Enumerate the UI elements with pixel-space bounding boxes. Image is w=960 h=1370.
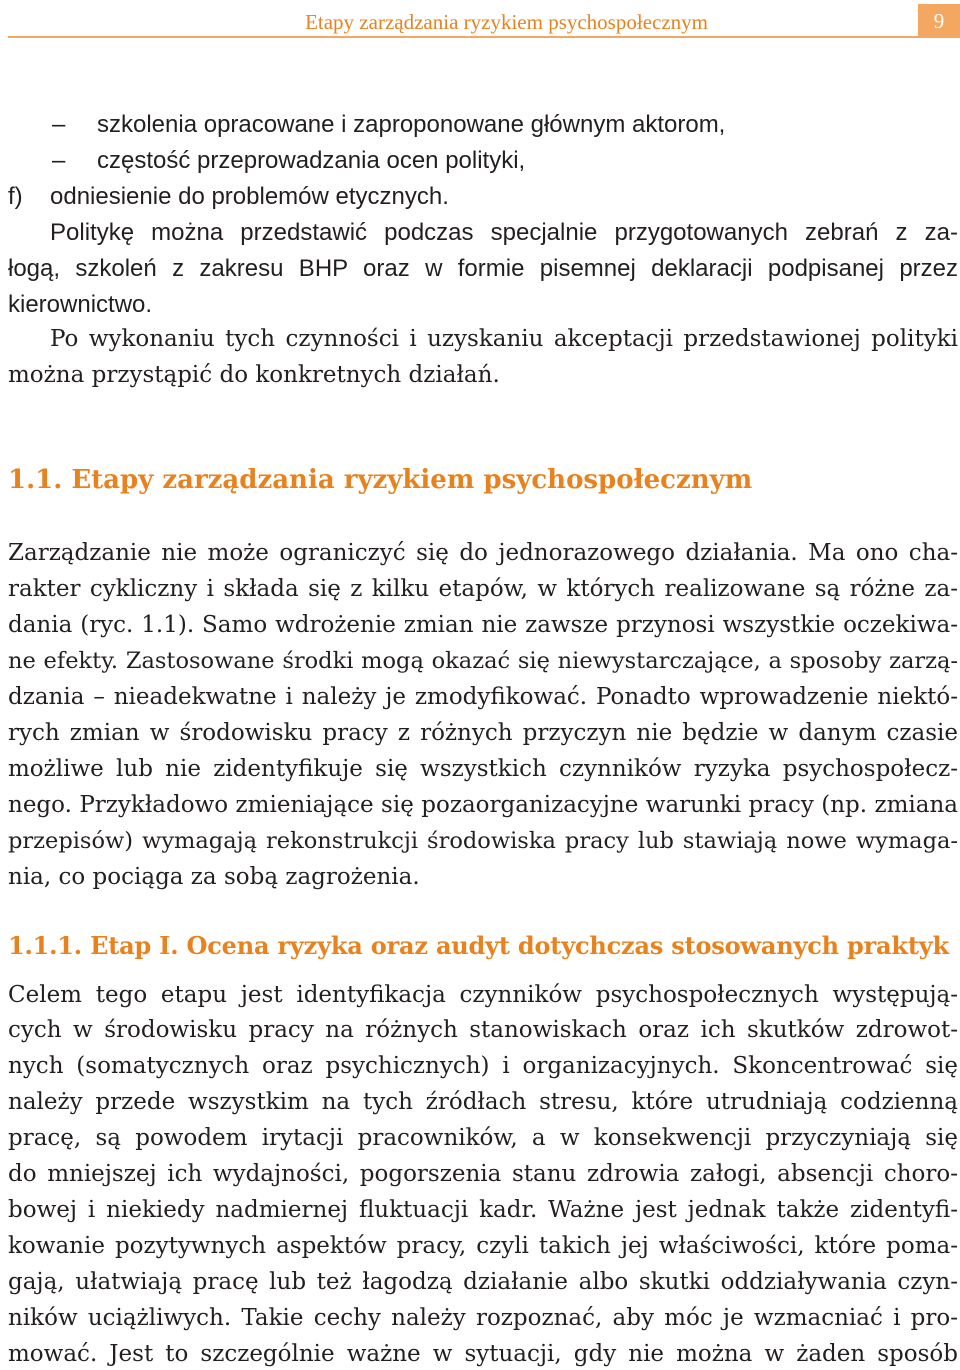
paragraph-line: nych (somatycznych oraz psychicznych) i organizacyjnych. Skoncentrować się [8, 1053, 958, 1079]
list-item: szkolenia opracowane i zaproponowane głównym aktorom, [97, 111, 726, 138]
paragraph-line: cych w środowisku pracy na różnych stanowiskach oraz ich skutków zdrowot- [8, 1017, 958, 1043]
paragraph-line: dzania – nieadekwatne i należy je zmodyfikować. Ponadto wprowadzenie niektó- [8, 684, 958, 710]
paragraph-line: ników uciążliwych. Takie cechy należy rozpoznać, aby móc je wzmacniać i pro- [8, 1305, 958, 1331]
list-item: odniesienie do problemów etycznych. [50, 183, 449, 210]
paragraph-line: kowanie pozytywnych aspektów pracy, czyli takich jej właściwości, które poma- [8, 1233, 958, 1259]
paragraph-line: nia, co pociąga za sobą zagrożenia. [8, 864, 420, 890]
paragraph-line: Zarządzanie nie może ograniczyć się do jednorazowego działania. Ma ono cha- [8, 540, 958, 566]
paragraph-line: przepisów) wymagają rekonstrukcji środowiska pracy lub stawiają nowe wymaga- [8, 828, 958, 854]
paragraph-line: dania (ryc. 1.1). Samo wdrożenie zmian nie zawsze przynosi wszystkie oczekiwa- [8, 612, 958, 638]
header-rule [8, 36, 960, 38]
paragraph-line: ne efekty. Zastosowane środki mogą okazać się niewystarczające, a sposoby zarzą- [8, 648, 958, 674]
paragraph-line: możliwe lub nie zidentyfikuje się wszystkich czynników ryzyka psychospołecz- [8, 756, 958, 782]
paragraph-line: Celem tego etapu jest identyfikacja czynników psychospołecznych występują- [8, 982, 958, 1008]
paragraph-line: do mniejszej ich wydajności, pogorszenia stanu zdrowia załogi, absencji choro- [8, 1161, 958, 1187]
paragraph-line: Po wykonaniu tych czynności i uzyskaniu akceptacji przedstawionej polityki [50, 326, 958, 352]
subsection-heading: 1.1.1. Etap I. Ocena ryzyka oraz audyt dotychczas stosowanych praktyk [8, 931, 949, 960]
paragraph-line: należy przede wszystkim na tych źródłach stresu, które utrudniają codzienną [8, 1089, 958, 1115]
list-item: częstość przeprowadzania ocen polityki, [97, 147, 526, 174]
paragraph-line: nego. Przykładowo zmieniające się pozaorganizacyjne warunki pracy (np. zmiana [8, 792, 958, 818]
page-number: 9 [918, 4, 960, 38]
paragraph-line: mować. Jest to szczególnie ważne w sytuacji, gdy nie można w żaden sposób [8, 1341, 958, 1367]
paragraph-line: rakter cykliczny i składa się z kilku etapów, w których realizowane są różne za- [8, 576, 958, 602]
paragraph-line: pracę, są powodem irytacji pracowników, a w konsekwencji przyczyniają się [8, 1125, 958, 1151]
list-dash: – [52, 147, 66, 174]
paragraph-line: łogą, szkoleń z zakresu BHP oraz w formie pisemnej deklaracji podpisanej przez [8, 255, 958, 282]
paragraph-line: gają, ułatwiają pracę lub też łagodzą działanie albo skutki oddziaływania czyn- [8, 1269, 958, 1295]
section-heading: 1.1. Etapy zarządzania ryzykiem psychospołecznym [8, 465, 753, 495]
paragraph-line: bowej i niekiedy nadmiernej fluktuacji kadr. Ważne jest jednak także zidentyfi- [8, 1197, 958, 1223]
paragraph-line: można przystąpić do konkretnych działań. [8, 362, 500, 388]
paragraph-line: Politykę można przedstawić podczas specjalnie przygotowanych zebrań z za- [50, 219, 958, 246]
running-title: Etapy zarządzania ryzykiem psychospołecznym [305, 10, 708, 34]
list-item-marker: f) [8, 183, 23, 210]
list-dash: – [52, 111, 66, 138]
paragraph-line: rych zmian w środowisku pracy z różnych przyczyn nie będzie w danym czasie [8, 720, 958, 746]
paragraph-line: kierownictwo. [8, 291, 153, 318]
